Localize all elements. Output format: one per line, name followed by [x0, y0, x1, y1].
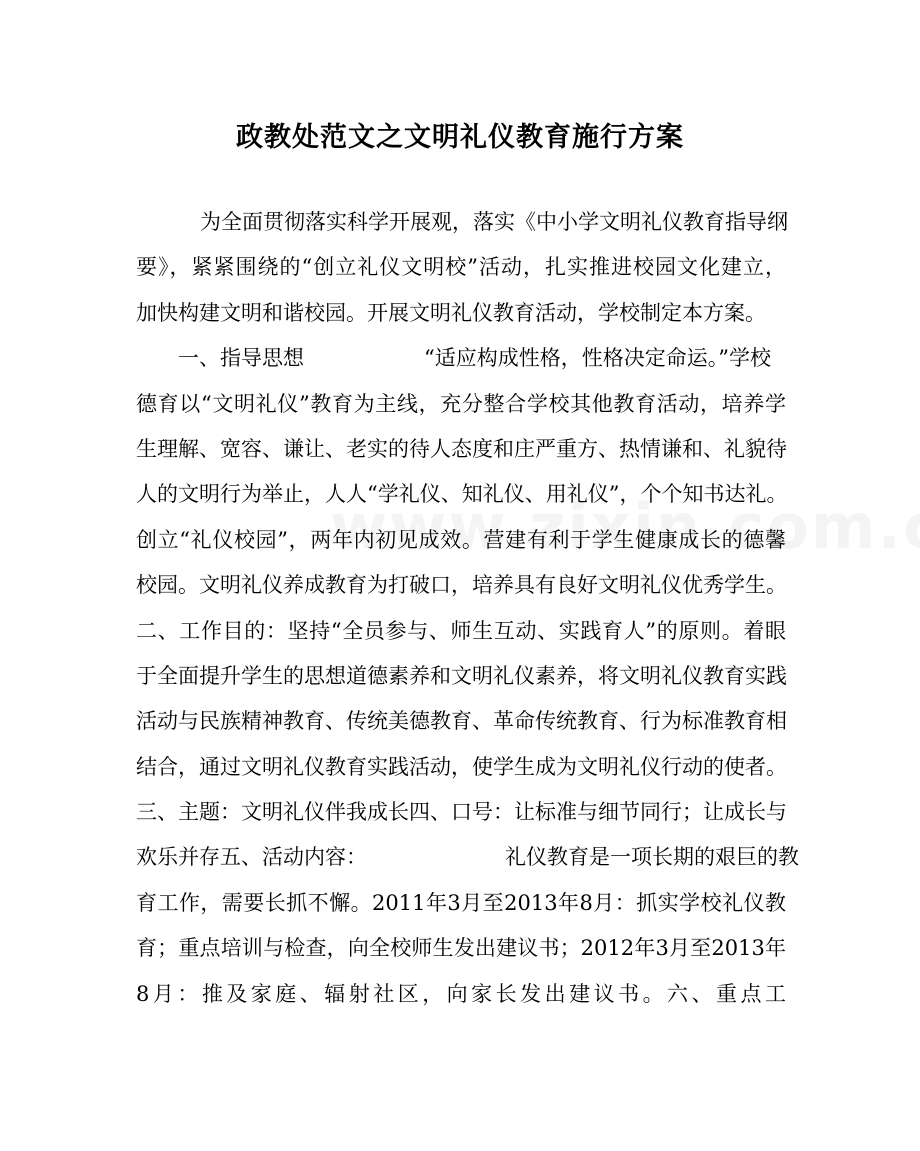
- paragraph-line: 二、工作目的：坚持“全员参与、师生互动、实践育人”的原则。着眼: [136, 618, 786, 643]
- paragraph-line: 为全面贯彻落实科学开展观，落实《中小学文明礼仪教育指导纲: [200, 210, 788, 234]
- paragraph-line: 加快构建文明和谐校园。开展文明礼仪教育活动，学校制定本方案。: [136, 300, 766, 325]
- paragraph-line: 育；重点培训与检查，向全校师生发出建议书；2012年3月至2013年: [136, 936, 786, 961]
- paragraph-line: 育工作，需要长抓不懈。2011年3月至2013年8月：抓实学校礼仪教: [136, 890, 786, 915]
- section-heading: 一、指导思想: [178, 346, 304, 371]
- paragraph-line: 结合，通过文明礼仪教育实践活动，使学生成为文明礼仪行动的使者。: [136, 754, 787, 779]
- paragraph-line: 要》，紧紧围绕的“创立礼仪文明校”活动，扎实推进校园文化建立，: [136, 255, 786, 280]
- document-body: [136, 200, 799, 1017]
- paragraph-line: 活动与民族精神教育、传统美德教育、革命传统教育、行为标准教育相: [136, 709, 787, 734]
- document-title: 政教处范文之文明礼仪教育施行方案: [236, 122, 684, 153]
- paragraph-line: 一、指导思想 “适应构成性格，性格决定命运。”学校: [178, 346, 771, 371]
- paragraph-line: 于全面提升学生的思想道德素养和文明礼仪素养，将文明礼仪教育实践: [136, 663, 787, 688]
- paragraph-line: 德育以“文明礼仪”教育为主线，充分整合学校其他教育活动，培养学: [136, 391, 786, 416]
- paragraph-line: 校园。文明礼仪养成教育为打破口，培养具有良好文明礼仪优秀学生。: [136, 573, 787, 598]
- paragraph-line: 三、主题：文明礼仪伴我成长四、口号：让标准与细节同行；让成长与: [136, 800, 787, 825]
- paragraph-line: 创立“礼仪校园”，两年内初见成效。营建有利于学生健康成长的德馨: [136, 527, 786, 552]
- paragraph-line: 欢乐并存五、活动内容： 礼仪教育是一项长期的艰巨的教: [136, 845, 799, 870]
- paragraph-line: 8月：推及家庭、辐射社区，向家长发出建议书。六、重点工: [136, 981, 786, 1006]
- paragraph-line: 人的文明行为举止，人人“学礼仪、知礼仪、用礼仪”，个个知书达礼。: [136, 482, 788, 507]
- paragraph-line: 生理解、宽容、谦让、老实的待人态度和庄严重方、热情谦和、礼貌待: [136, 436, 787, 461]
